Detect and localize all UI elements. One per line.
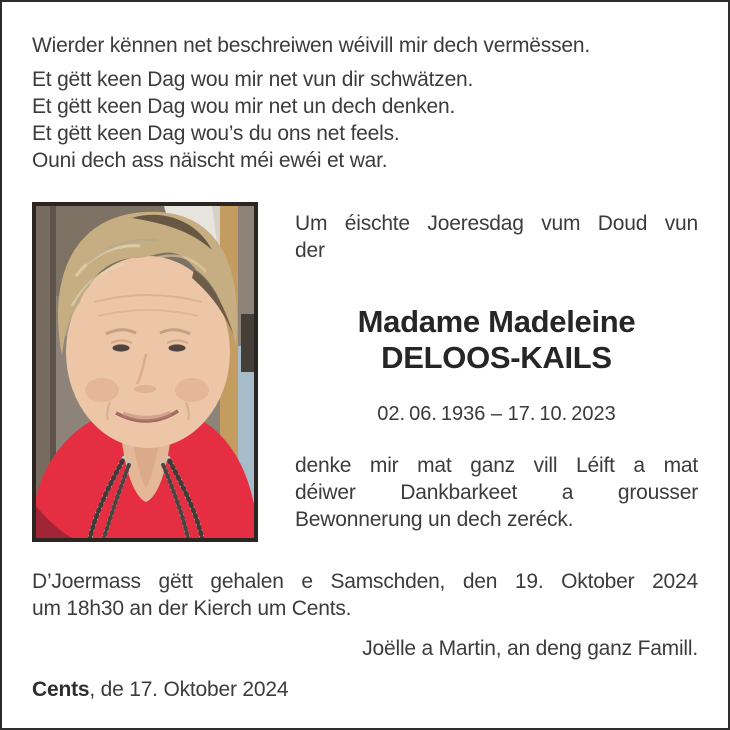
announcement-column — [295, 202, 698, 542]
verse-line: Et gëtt keen Dag wou mir net vun dir schwätzen. — [32, 68, 474, 91]
main-row — [32, 202, 698, 542]
verse-line: Ouni dech ass näischt méi ewéi et war. — [32, 149, 388, 172]
intro-line: der — [295, 239, 325, 262]
tribute-line: Bewonnerung un dech zeréck. — [295, 508, 574, 531]
deceased-name-line2: DELOOS-KAILS — [381, 340, 612, 375]
intro-line: Um éischte Joeresdag vum Doud vun — [295, 212, 698, 235]
card-content — [2, 32, 728, 703]
place-dateline — [32, 676, 698, 703]
opening-verse — [32, 32, 698, 174]
service-line: um 18h30 an der Kierch um Cents. — [32, 597, 352, 620]
deceased-name — [295, 304, 698, 376]
portrait-illustration — [36, 206, 254, 538]
verse-line: Wierder kënnen net beschreiwen wéivill mir dech vermëssen. — [32, 34, 590, 57]
service-info — [32, 568, 698, 622]
tribute-line: denke mir mat ganz vill Léift a mat — [295, 454, 698, 477]
deceased-name-line1: Madame Madeleine — [357, 304, 636, 339]
tribute-text — [295, 452, 698, 533]
intro-text — [295, 210, 698, 264]
service-line: D’Joermass gëtt gehalen e Samschden, den 19. Oktober 2024 — [32, 570, 698, 593]
verse-line: Et gëtt keen Dag wou’s du ons net feels. — [32, 122, 400, 145]
verse-line: Et gëtt keen Dag wou mir net un dech denken. — [32, 95, 456, 118]
life-dates: 02. 06. 1936 – 17. 10. 2023 — [377, 403, 616, 425]
family-signature: Joëlle a Martin, an deng ganz Famill. — [362, 637, 698, 660]
portrait-photo — [32, 202, 258, 542]
tribute-line: déiwer Dankbarkeet a grousser — [295, 481, 698, 504]
closing-date: , de 17. Oktober 2024 — [89, 678, 289, 701]
closing-place: Cents — [32, 678, 90, 701]
